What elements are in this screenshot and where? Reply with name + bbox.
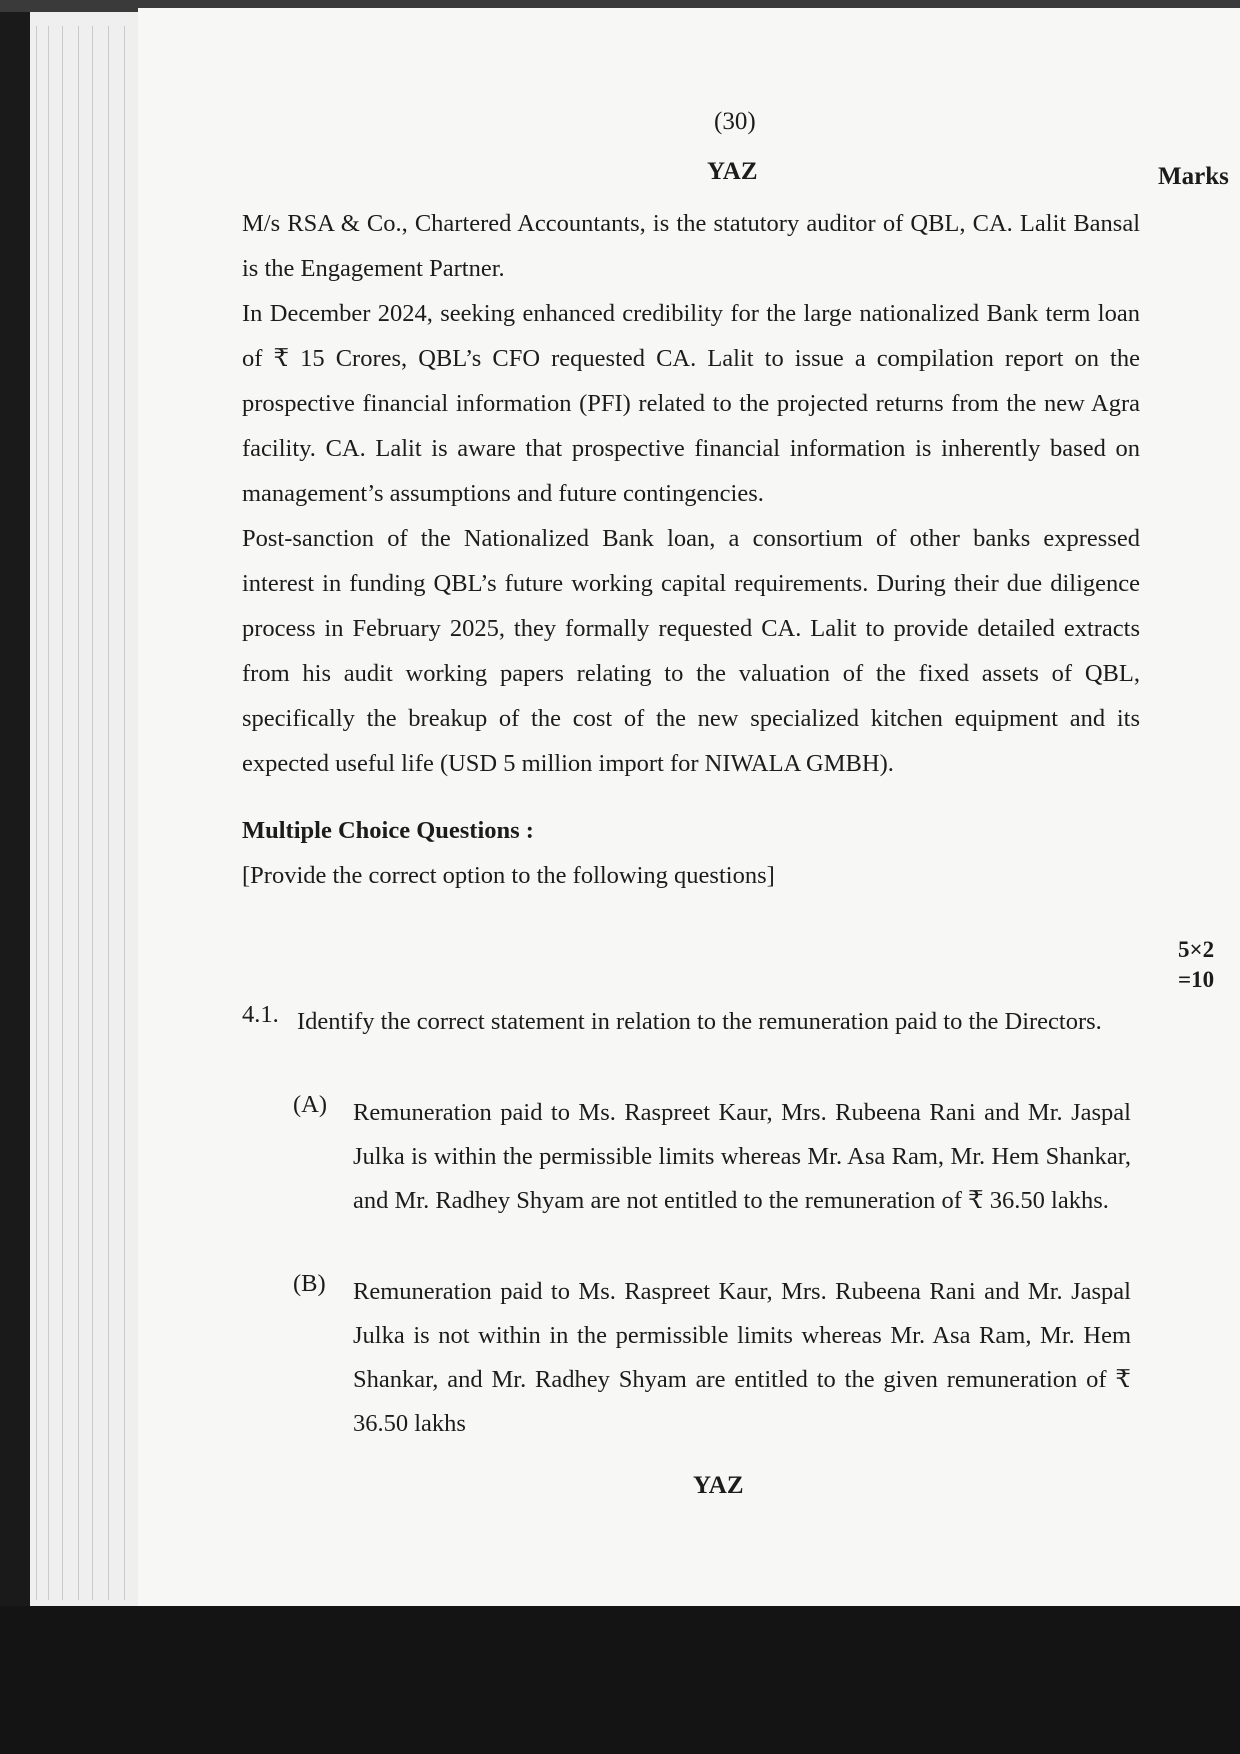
- paper-code-top: YAZ: [707, 158, 758, 185]
- question-text: Identify the correct statement in relation to the remuneration paid to the Directors.: [297, 1008, 1102, 1035]
- option-text: Remuneration paid to Ms. Raspreet Kaur, Mrs. Rubeena Rani and Mr. Jaspal Julka is within the permissible limits whereas Mr. Asa Ram, Mr. Hem Shankar, and Mr. Radhey Shyam are not entitled to the remuneration of ₹ 36.50 lakhs.: [353, 1099, 1131, 1214]
- page-edge: [92, 26, 93, 1600]
- page-number: (30): [714, 108, 756, 135]
- page-edge: [36, 26, 37, 1600]
- page-edge: [124, 26, 125, 1600]
- page-edge: [108, 26, 109, 1600]
- paper-code-bottom: YAZ: [693, 1472, 744, 1499]
- marks-line: =10: [1178, 967, 1215, 992]
- marks-allocation: [1178, 935, 1214, 995]
- paragraph: Post-sanction of the Nationalized Bank loan, a consortium of other banks expressed interest in funding QBL’s future working capital requirements. During their due diligence process in February 2025, they formally requested CA. Lalit to provide detailed extracts from his audit working papers relating to the valuation of the fixed assets of QBL, specifically the breakup of the cost of the new specialized kitchen equipment and its expected useful life (USD 5 million import for NIWALA GMBH).: [242, 525, 1140, 777]
- page-edge: [48, 26, 49, 1600]
- marks-line: 5×2: [1178, 937, 1215, 962]
- option-label: (A): [293, 1091, 328, 1118]
- scan-bottom-edge: [0, 1606, 1240, 1754]
- option-text: Remuneration paid to Ms. Raspreet Kaur, Mrs. Rubeena Rani and Mr. Jaspal Julka is not within in the permissible limits whereas Mr. Asa Ram, Mr. Hem Shankar, and Mr. Radhey Shyam are entitled to the given remuneration of ₹ 36.50 lakhs: [353, 1278, 1131, 1437]
- option-label: (B): [293, 1270, 326, 1297]
- mcq-instruction: [Provide the correct option to the following questions]: [242, 862, 775, 889]
- paragraph: M/s RSA & Co., Chartered Accountants, is the statutory auditor of QBL, CA. Lalit Bansal is the Engagement Partner.: [242, 210, 1140, 282]
- case-study-text: [242, 201, 1140, 898]
- question-4-1: [242, 1001, 1130, 1043]
- option-a: [293, 1091, 1131, 1223]
- page-edge: [62, 26, 63, 1600]
- option-b: [293, 1270, 1131, 1446]
- question-number: 4.1.: [242, 1001, 279, 1028]
- paragraph: In December 2024, seeking enhanced credibility for the large nationalized Bank term loan of ₹ 15 Crores, QBL’s CFO requested CA. Lalit to issue a compilation report on the prospective financial information (PFI) related to the projected returns from the new Agra facility. CA. Lalit is aware that prospective financial information is inherently based on management’s assumptions and future contingencies.: [242, 300, 1140, 507]
- marks-column-header: Marks: [1158, 163, 1229, 190]
- page-edge: [78, 26, 79, 1600]
- mcq-section-title: Multiple Choice Questions :: [242, 817, 534, 844]
